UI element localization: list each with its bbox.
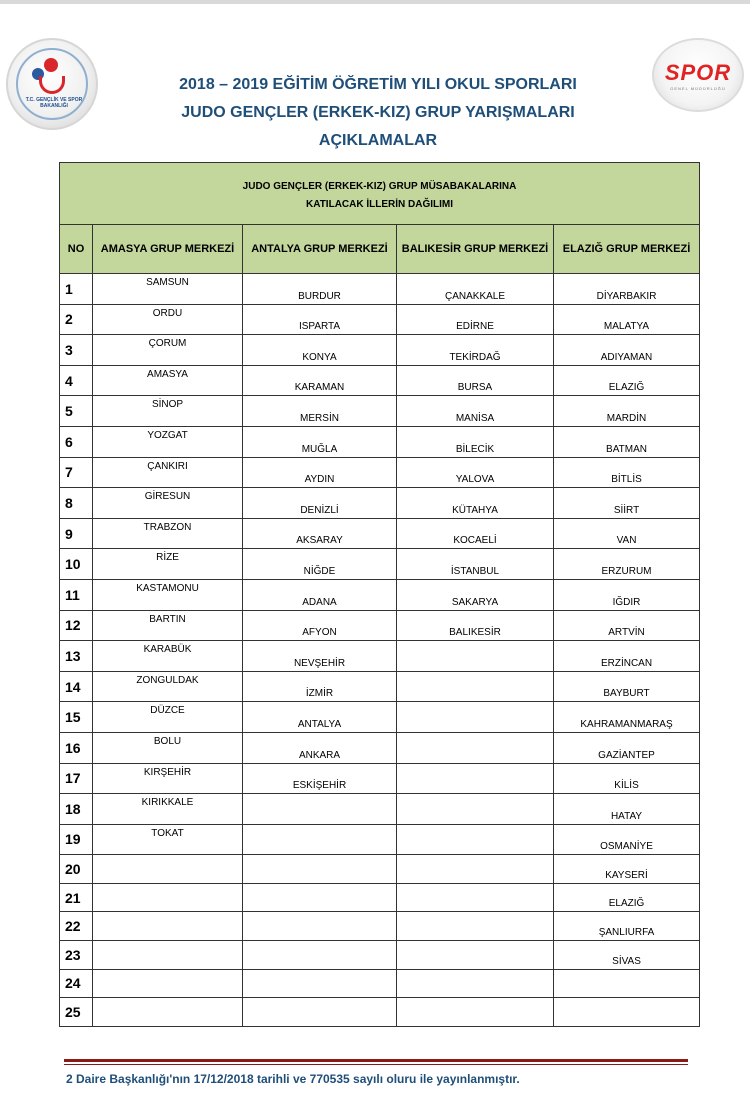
elazig-city [554, 969, 700, 998]
balikesir-city: MANİSA [397, 396, 554, 427]
table-row [60, 763, 700, 794]
row-number: 6 [60, 426, 93, 457]
ministry-logo [6, 38, 98, 130]
antalya-city [243, 883, 397, 912]
banner-line-1: JUDO GENÇLER (ERKEK-KIZ) GRUP MÜSABAKALARINA [242, 180, 517, 192]
amasya-city: ZONGULDAK [93, 671, 243, 702]
balikesir-city [397, 912, 554, 941]
top-border [0, 0, 750, 4]
table-body [60, 274, 700, 1027]
row-number: 13 [60, 641, 93, 672]
row-number: 23 [60, 941, 93, 970]
balikesir-city [397, 883, 554, 912]
balikesir-city: EDİRNE [397, 304, 554, 335]
elazig-city: ERZİNCAN [554, 641, 700, 672]
spor-logo [652, 38, 744, 112]
antalya-city: AYDIN [243, 457, 397, 488]
elazig-city: MALATYA [554, 304, 700, 335]
row-number: 15 [60, 702, 93, 733]
row-number: 2 [60, 304, 93, 335]
balikesir-city [397, 763, 554, 794]
elazig-city: BATMAN [554, 426, 700, 457]
balikesir-city [397, 732, 554, 763]
row-number: 4 [60, 365, 93, 396]
balikesir-city [397, 998, 554, 1027]
balikesir-city: KÜTAHYA [397, 488, 554, 519]
elazig-city: KAYSERİ [554, 855, 700, 884]
elazig-city: OSMANİYE [554, 824, 700, 855]
row-number: 21 [60, 883, 93, 912]
antalya-city [243, 794, 397, 825]
amasya-city: YOZGAT [93, 426, 243, 457]
antalya-city [243, 824, 397, 855]
column-header-balikesir: BALIKESİR GRUP MERKEZİ [397, 225, 554, 274]
antalya-city: BURDUR [243, 274, 397, 305]
table-row [60, 549, 700, 580]
antalya-city: ANKARA [243, 732, 397, 763]
spor-logo-word: SPOR [664, 60, 732, 85]
row-number: 10 [60, 549, 93, 580]
logo-caption: T.C. GENÇLİK VE SPOR BAKANLIĞI [25, 97, 83, 109]
amasya-city [93, 941, 243, 970]
amasya-city: SAMSUN [93, 274, 243, 305]
amasya-city: KASTAMONU [93, 579, 243, 610]
balikesir-city: BİLECİK [397, 426, 554, 457]
elazig-city: BAYBURT [554, 671, 700, 702]
group-distribution-table [59, 162, 700, 1027]
table-row [60, 641, 700, 672]
footer-rule-thick [64, 1059, 688, 1062]
amasya-city: ÇORUM [93, 335, 243, 366]
table-row [60, 732, 700, 763]
table-row [60, 998, 700, 1027]
footer-note: 2 Daire Başkanlığı'nın 17/12/2018 tarihli ve 770535 sayılı oluru ile yayınlanmıştır. [66, 1072, 520, 1086]
antalya-city [243, 998, 397, 1027]
antalya-city: KARAMAN [243, 365, 397, 396]
balikesir-city: TEKİRDAĞ [397, 335, 554, 366]
elazig-city: ELAZIĞ [554, 883, 700, 912]
footer-rule-thin [64, 1064, 688, 1065]
spor-logo-subtitle: GENEL MÜDÜRLÜĞÜ [670, 86, 726, 91]
table-row [60, 335, 700, 366]
elazig-city: ADIYAMAN [554, 335, 700, 366]
logo-figure-red [44, 58, 58, 72]
elazig-city: ŞANLIURFA [554, 912, 700, 941]
amasya-city: TOKAT [93, 824, 243, 855]
balikesir-city [397, 671, 554, 702]
table-row [60, 579, 700, 610]
antalya-city [243, 912, 397, 941]
table-row [60, 610, 700, 641]
row-number: 1 [60, 274, 93, 305]
row-number: 18 [60, 794, 93, 825]
balikesir-city: KOCAELİ [397, 518, 554, 549]
amasya-city: DÜZCE [93, 702, 243, 733]
antalya-city [243, 969, 397, 998]
elazig-city: KİLİS [554, 763, 700, 794]
balikesir-city: BALIKESİR [397, 610, 554, 641]
row-number: 8 [60, 488, 93, 519]
balikesir-city [397, 855, 554, 884]
amasya-city [93, 998, 243, 1027]
row-number: 7 [60, 457, 93, 488]
balikesir-city: ÇANAKKALE [397, 274, 554, 305]
antalya-city: AFYON [243, 610, 397, 641]
antalya-city: NEVŞEHİR [243, 641, 397, 672]
elazig-city: SİVAS [554, 941, 700, 970]
column-header-elazig: ELAZIĞ GRUP MERKEZİ [554, 225, 700, 274]
title-line-1: 2018 – 2019 EĞİTİM ÖĞRETİM YILI OKUL SPORLARI [179, 76, 577, 93]
elazig-city: HATAY [554, 794, 700, 825]
row-number: 12 [60, 610, 93, 641]
table-row [60, 365, 700, 396]
title-line-2: JUDO GENÇLER (ERKEK-KIZ) GRUP YARIŞMALARI [181, 104, 575, 121]
antalya-city [243, 855, 397, 884]
table-row [60, 824, 700, 855]
table-row [60, 488, 700, 519]
amasya-city [93, 855, 243, 884]
banner-line-2: KATILACAK İLLERİN DAĞILIMI [306, 198, 454, 210]
antalya-city: ISPARTA [243, 304, 397, 335]
amasya-city: SİNOP [93, 396, 243, 427]
antalya-city: MERSİN [243, 396, 397, 427]
elazig-city: ERZURUM [554, 549, 700, 580]
antalya-city: KONYA [243, 335, 397, 366]
amasya-city: GİRESUN [93, 488, 243, 519]
elazig-city: KAHRAMANMARAŞ [554, 702, 700, 733]
antalya-city [243, 941, 397, 970]
balikesir-city [397, 824, 554, 855]
balikesir-city [397, 641, 554, 672]
antalya-city: AKSARAY [243, 518, 397, 549]
balikesir-city: BURSA [397, 365, 554, 396]
amasya-city [93, 969, 243, 998]
amasya-city: KARABÜK [93, 641, 243, 672]
column-header-no: NO [60, 225, 93, 274]
balikesir-city [397, 702, 554, 733]
amasya-city: BOLU [93, 732, 243, 763]
balikesir-city [397, 969, 554, 998]
row-number: 17 [60, 763, 93, 794]
table-row [60, 883, 700, 912]
table-row [60, 969, 700, 998]
amasya-city [93, 912, 243, 941]
antalya-city: MUĞLA [243, 426, 397, 457]
table-row [60, 671, 700, 702]
column-header-antalya: ANTALYA GRUP MERKEZİ [243, 225, 397, 274]
amasya-city: KIRIKKALE [93, 794, 243, 825]
balikesir-city [397, 941, 554, 970]
table-row [60, 941, 700, 970]
row-number: 19 [60, 824, 93, 855]
amasya-city: TRABZON [93, 518, 243, 549]
elazig-city: SİİRT [554, 488, 700, 519]
table-row [60, 304, 700, 335]
antalya-city: İZMİR [243, 671, 397, 702]
amasya-city: ORDU [93, 304, 243, 335]
row-number: 3 [60, 335, 93, 366]
amasya-city: ÇANKIRI [93, 457, 243, 488]
row-number: 16 [60, 732, 93, 763]
table-banner [60, 163, 700, 225]
antalya-city: ANTALYA [243, 702, 397, 733]
table-row [60, 855, 700, 884]
elazig-city: VAN [554, 518, 700, 549]
row-number: 5 [60, 396, 93, 427]
balikesir-city: SAKARYA [397, 579, 554, 610]
balikesir-city: İSTANBUL [397, 549, 554, 580]
elazig-city [554, 998, 700, 1027]
amasya-city: KIRŞEHİR [93, 763, 243, 794]
elazig-city: DİYARBAKIR [554, 274, 700, 305]
table-row [60, 912, 700, 941]
row-number: 11 [60, 579, 93, 610]
row-number: 20 [60, 855, 93, 884]
elazig-city: ELAZIĞ [554, 365, 700, 396]
row-number: 24 [60, 969, 93, 998]
antalya-city: ESKİŞEHİR [243, 763, 397, 794]
row-number: 22 [60, 912, 93, 941]
table-row [60, 274, 700, 305]
elazig-city: BİTLİS [554, 457, 700, 488]
elazig-city: IĞDIR [554, 579, 700, 610]
elazig-city: ARTVİN [554, 610, 700, 641]
table-row [60, 794, 700, 825]
column-header-amasya: AMASYA GRUP MERKEZİ [93, 225, 243, 274]
amasya-city: AMASYA [93, 365, 243, 396]
elazig-city: GAZİANTEP [554, 732, 700, 763]
row-number: 25 [60, 998, 93, 1027]
row-number: 14 [60, 671, 93, 702]
elazig-city: MARDİN [554, 396, 700, 427]
antalya-city: NİĞDE [243, 549, 397, 580]
table-row [60, 702, 700, 733]
amasya-city: RİZE [93, 549, 243, 580]
amasya-city: BARTIN [93, 610, 243, 641]
row-number: 9 [60, 518, 93, 549]
amasya-city [93, 883, 243, 912]
balikesir-city [397, 794, 554, 825]
table-row [60, 457, 700, 488]
balikesir-city: YALOVA [397, 457, 554, 488]
table-row [60, 518, 700, 549]
antalya-city: DENİZLİ [243, 488, 397, 519]
table-row [60, 396, 700, 427]
title-line-3: AÇIKLAMALAR [318, 132, 438, 149]
table-row [60, 426, 700, 457]
antalya-city: ADANA [243, 579, 397, 610]
